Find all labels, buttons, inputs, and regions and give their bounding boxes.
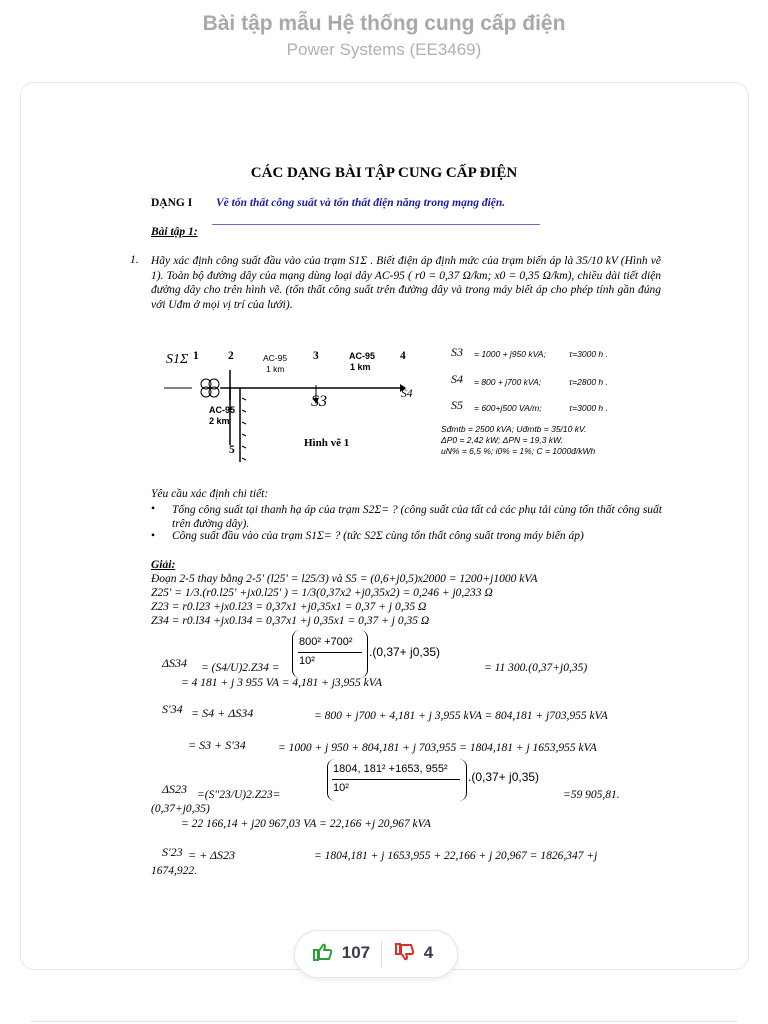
load-s4-symbol: S4 — [451, 372, 463, 386]
bullet-icon: • — [151, 503, 156, 515]
param-losses: ΔP0 = 2,42 kW; ΔPN = 19,3 kW. — [441, 435, 564, 445]
exercise-label: Bài tập 1: — [151, 226, 198, 238]
eq1-mid: = (S4/U)2.Z34 = — [201, 662, 280, 674]
eq4-fraction-bar — [332, 779, 460, 780]
s1-label: S1Σ — [166, 352, 189, 367]
thumbs-up-icon — [313, 943, 333, 961]
footer-divider — [30, 1021, 738, 1022]
eq5-result: = 1804,181 + j 1653,955 + 22,166 + j 20,967 = 1826,347 +j — [314, 850, 598, 862]
solution-line-2: Z25' = 1/3.(r0.l25' +jx0.l25' ) = 1/3(0,37x2 +j0,35x2) = 0,246 + j0,233 Ω — [151, 587, 493, 599]
eq1-multiplier: .(0,37+ j0,35) — [369, 645, 441, 659]
document-subtitle: Power Systems (EE3469) — [286, 40, 482, 59]
load-s5-value: = 600+j500 VA/m; — [474, 403, 542, 413]
solution-line-1: Đoạn 2-5 thay bằng 2-5' (l25' = l25/3) và S5 = (0,6+j0,5)x2000 = 1200+j1000 kVA — [151, 573, 538, 585]
eq5-left: S'23 — [162, 845, 183, 859]
node-4: 4 — [400, 350, 406, 362]
line-25-type: AC-95 — [209, 405, 236, 415]
param-cost: uN% = 6,5 %; i0% = 1%; C = 1000đ/kWh — [441, 446, 596, 456]
load-s3-tau: τ=3000 h . — [569, 349, 608, 359]
eq1-fraction-bar — [298, 652, 362, 653]
eq5-terms: = + ΔS23 — [188, 848, 236, 862]
param-transformer: Sđmtb = 2500 kVA; Uđmtb = 35/10 kV. — [441, 424, 587, 434]
document-title: Bài tập mẫu Hệ thống cung cấp điện — [202, 12, 566, 35]
solution-line-4: Z34 = r0.l34 +jx0.l34 = 0,37x1 +j 0,35x1 = 0,37 + j 0,35 Ω — [151, 615, 430, 627]
problem-number: 1. — [130, 254, 139, 266]
line-25-length: 2 km — [209, 416, 230, 426]
load-s5-symbol: S5 — [451, 398, 463, 412]
s4-figure-label: S4 — [401, 388, 413, 400]
node-1: 1 — [193, 350, 199, 362]
node-3: 3 — [313, 350, 319, 362]
load-s3-value: = 1000 + j950 kVA; — [474, 349, 546, 359]
eq1-fraction-bottom: 10² — [299, 655, 315, 667]
load-s4-tau: τ=2800 h . — [569, 377, 608, 387]
figure-caption: Hình vẽ 1 — [304, 437, 350, 449]
requirement-1: Tổng công suất tại thanh hạ áp của trạm S2Σ= ? (công suất của tất cả các phụ tải cùng tổn thất công suất trên đường dây). — [172, 504, 662, 530]
dang-label: DẠNG I — [151, 197, 193, 209]
upvote-count: 107 — [341, 943, 371, 962]
eq4-result: = 22 166,14 + j20 967,03 VA = 22,166 +j 20,967 kVA — [181, 818, 431, 830]
line-34-length: 1 km — [350, 362, 371, 372]
eq4-left: ΔS23 — [162, 782, 188, 796]
load-s4-value: = 800 + j700 kVA; — [474, 377, 542, 387]
downvote-button[interactable] — [395, 943, 433, 963]
eq3-terms: = S3 + S'34 — [188, 738, 246, 752]
load-s5-tau: τ=3000 h . — [569, 403, 608, 413]
thumbs-down-icon — [395, 943, 415, 961]
requirement-2: Công suất đầu vào của trạm S1Σ= ? (tức S2Σ cùng tổn thất công suất trong máy biến áp) — [172, 530, 584, 542]
eq2-left: S'34 — [162, 702, 183, 716]
eq4-multiplier: .(0,37+ j0,35) — [468, 770, 540, 784]
s3-figure-label: S3 — [311, 393, 327, 410]
eq5-continued: 1674,922. — [151, 865, 197, 877]
node-2: 2 — [228, 350, 234, 362]
requirements-title: Yêu cầu xác định chi tiết: — [151, 488, 269, 500]
eq4-continued: (0,37+j0,35) — [151, 803, 210, 815]
eq4-right: =59 905,81. — [563, 789, 620, 801]
solution-label: Giải: — [151, 559, 176, 571]
eq4-mid: =(S''23/U)2.Z23= — [197, 789, 281, 801]
upvote-button[interactable] — [313, 943, 370, 963]
dang-text: Về tổn thất công suất và tổn thất điện năng trong mạng điện. — [216, 197, 506, 209]
downvote-count: 4 — [423, 943, 434, 962]
eq3-result: = 1000 + j 950 + 804,181 + j 703,955 = 1804,181 + j 1653,955 kVA — [278, 742, 597, 754]
line-12-length: 1 km — [266, 364, 285, 374]
load-s3-symbol: S3 — [451, 345, 463, 359]
vote-divider — [381, 941, 382, 967]
eq1-fraction-top: 800² +700² — [299, 636, 353, 648]
eq4-fraction-bottom: 10² — [333, 782, 349, 794]
vote-widget — [294, 930, 458, 978]
eq2-result: = 800 + j700 + 4,181 + j 3,955 kVA = 804,181 + j703,955 kVA — [314, 710, 608, 722]
line-34-type: AC-95 — [349, 351, 376, 361]
eq2-terms: = S4 + ΔS34 — [191, 706, 254, 720]
eq1-right: = 11 300.(0,37+j0,35) — [484, 662, 588, 674]
problem-text: Hãy xác định công suất đầu vào của trạm S1Σ . Biết điện áp định mức của trạm biến áp là 35/10 kV (Hình vẽ 1). Toàn bộ đường dây của mạng dùng loại dây AC-95 ( r0 = 0,37 Ω/km; x0 = 0,35 Ω/km), chiều dài tiết diện đường dây cho trên hình vẽ. (tổn thất công suất trên đường dây và trong máy biết áp cho phép tính gần đúng với Uđm ở mọi vị trí của lưới). — [151, 255, 661, 311]
bullet-icon: • — [151, 530, 156, 542]
eq1-left: ΔS34 — [162, 656, 188, 670]
node-5: 5 — [229, 444, 235, 456]
dang-underline — [212, 224, 540, 225]
eq4-fraction-top: 1804, 181² +1653, 955² — [333, 763, 448, 775]
eq1-result: = 4 181 + j 3 955 VA = 4,181 + j3,955 kVA — [181, 677, 382, 689]
line-12-type: AC-95 — [263, 353, 288, 363]
solution-line-3: Z23 = r0.l23 +jx0.l23 = 0,37x1 +j0,35x1 = 0,37 + j 0,35 Ω — [151, 601, 427, 613]
page-heading: CÁC DẠNG BÀI TẬP CUNG CẤP ĐIỆN — [250, 165, 518, 181]
